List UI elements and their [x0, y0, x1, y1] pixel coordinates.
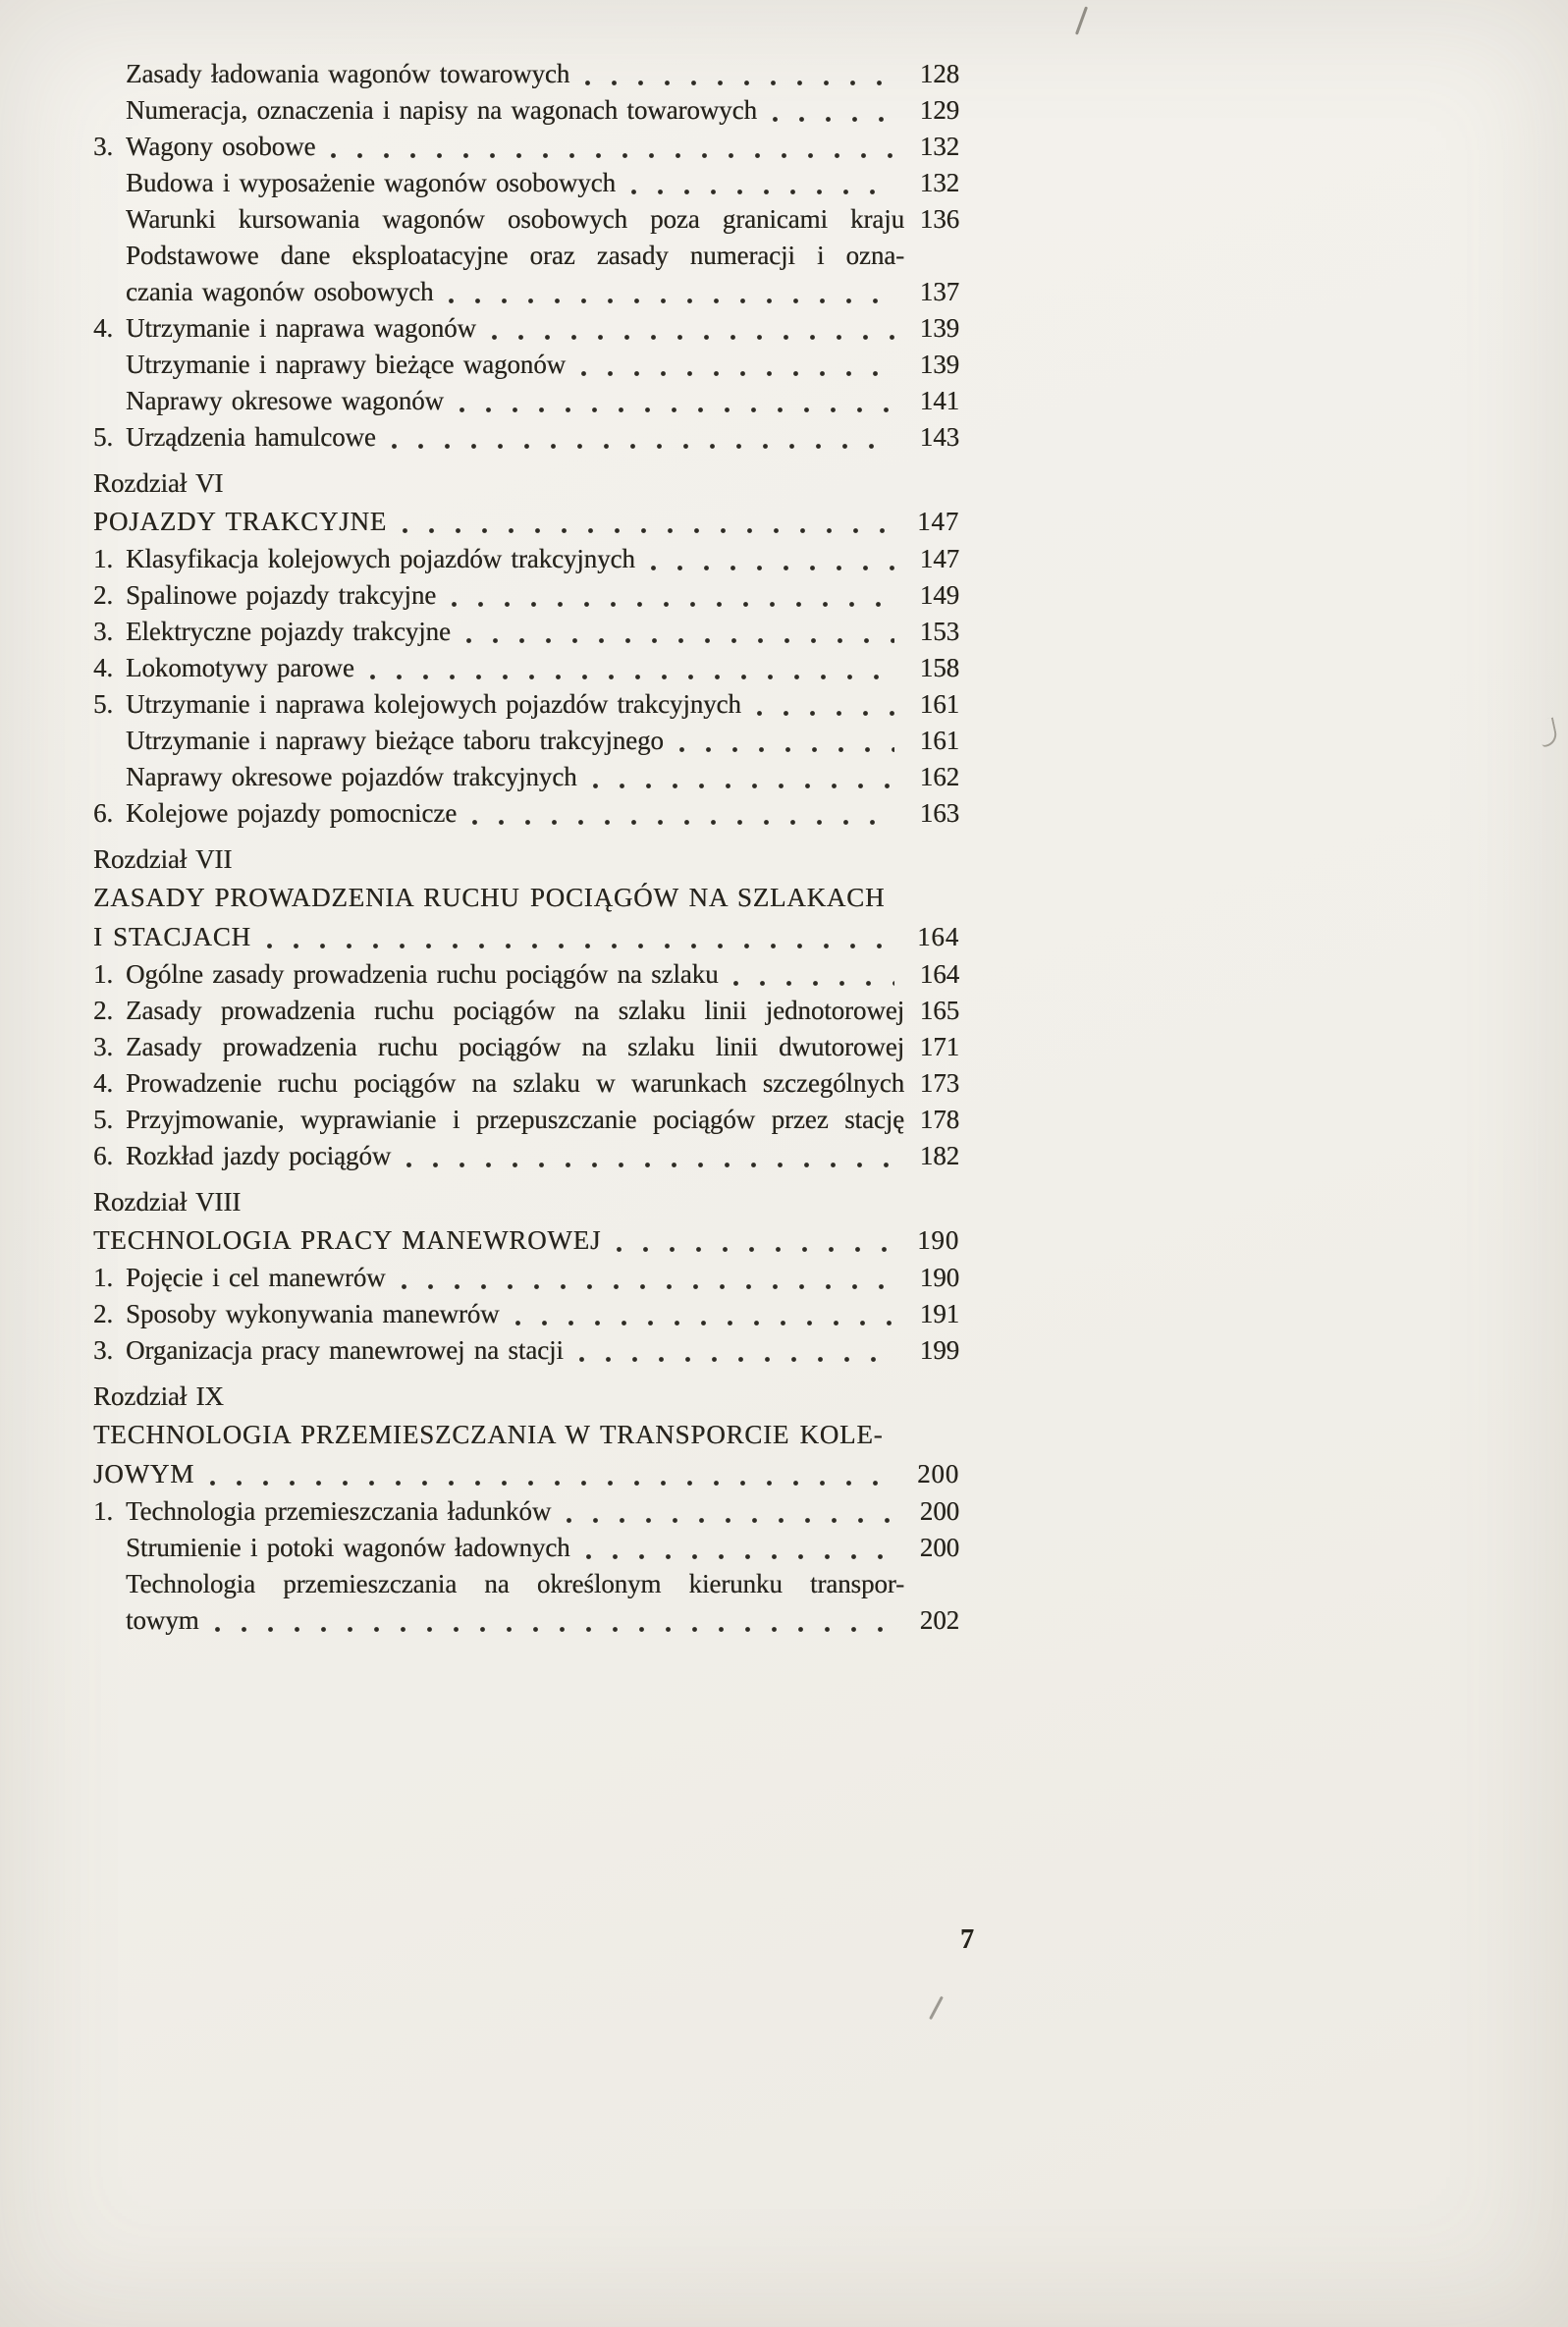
entry-number: 6.: [93, 1141, 114, 1170]
page-ref: 191: [919, 1299, 959, 1328]
page-ref: 137: [919, 277, 959, 306]
entry-text: Utrzymanie i naprawy bieżące taboru trakcyjnego: [126, 726, 664, 755]
scan-artifact: [929, 1996, 944, 2020]
dot-leader: [208, 1454, 894, 1493]
dot-leader: [771, 92, 894, 129]
toc-row: [93, 1530, 959, 1566]
toc-row: [93, 993, 959, 1029]
entry-text: towym: [126, 1605, 199, 1635]
page-ref: 161: [919, 689, 959, 719]
dot-leader: [447, 274, 894, 310]
entry-text: Budowa i wyposażenie wagonów osobowych: [126, 168, 616, 197]
entry-list: [93, 56, 959, 456]
entry-text: Technologia przemieszczania ładunków: [126, 1496, 552, 1526]
entry-text: Zasady prowadzenia ruchu pociągów na szlaku linii jednotorowej: [126, 996, 904, 1025]
entry-text: czania wagonów osobowych: [126, 277, 434, 306]
page-ref: 158: [919, 653, 959, 682]
toc: [93, 56, 959, 1639]
toc-row: [93, 1029, 959, 1065]
entry-text: POJAZDY TRAKCYJNE: [93, 507, 388, 536]
dot-leader: [464, 614, 894, 650]
page-ref: 149: [919, 580, 959, 610]
toc-row: [93, 238, 959, 274]
chapter-title: [93, 502, 959, 541]
entry-text: Spalinowe pojazdy trakcyjne: [126, 580, 437, 610]
entry-number: 1.: [93, 1496, 114, 1526]
entry-text: Rozkład jazdy pociągów: [126, 1141, 392, 1170]
entry-number: 3.: [93, 1335, 114, 1365]
entry-text: Technologia przemieszczania na określonym kierunku transpor-: [126, 1569, 904, 1598]
toc-row: [93, 1415, 959, 1454]
entry-text: Sposoby wykonywania manewrów: [126, 1299, 500, 1328]
toc-row: [93, 878, 959, 917]
page-ref: 173: [919, 1068, 959, 1098]
toc-row: [93, 1566, 959, 1602]
entry-text: TECHNOLOGIA PRACY MANEWROWEJ: [93, 1225, 602, 1255]
page-ref: 178: [919, 1105, 959, 1134]
dot-leader: [629, 165, 894, 201]
entry-text: Utrzymanie i naprawy bieżące wagonów: [126, 350, 567, 379]
page-ref: 143: [919, 422, 959, 452]
chapter-section: [93, 465, 959, 832]
toc-row: [93, 956, 959, 993]
chapter-title: [93, 1415, 959, 1493]
entry-number: [93, 92, 126, 129]
entry-number: 4.: [93, 313, 114, 343]
toc-row: [93, 577, 959, 614]
entry-number: [93, 759, 126, 795]
dot-leader: [329, 129, 894, 165]
entry-number: 4.: [93, 653, 114, 682]
page-ref: 139: [919, 313, 959, 343]
entry-number: 1.: [93, 1263, 114, 1292]
entry-list: [93, 541, 959, 832]
entry-text: ZASADY PROWADZENIA RUCHU POCIĄGÓW NA SZLAKACH: [93, 883, 886, 912]
entry-list: [93, 1260, 959, 1369]
entry-number: [93, 723, 126, 759]
page-ref: 202: [919, 1605, 959, 1635]
toc-row: [93, 1102, 959, 1138]
page-ref: 132: [919, 168, 959, 197]
page-ref: 153: [919, 617, 959, 646]
toc-row: [93, 274, 959, 310]
toc-row: [93, 383, 959, 419]
dot-leader: [458, 383, 894, 419]
entry-list: [93, 956, 959, 1174]
dot-leader: [584, 1530, 894, 1566]
entry-number: [93, 383, 126, 419]
dot-leader: [755, 686, 894, 723]
entry-text: Urządzenia hamulcowe: [126, 422, 376, 452]
page-ref: [908, 878, 963, 917]
dot-leader: [583, 56, 894, 92]
page-ref: [904, 238, 959, 274]
chapter-header-label: Rozdział IX: [93, 1381, 224, 1411]
toc-row: [93, 917, 959, 956]
dot-leader: [565, 1493, 894, 1530]
page-ref: 129: [919, 95, 959, 125]
toc-row: [93, 310, 959, 347]
entry-text: Utrzymanie i naprawa kolejowych pojazdów trakcyjnych: [126, 689, 741, 719]
page-ref: 128: [919, 59, 959, 88]
dot-leader: [265, 917, 894, 956]
dot-leader: [213, 1602, 894, 1639]
page-ref: 163: [919, 798, 959, 828]
toc-row: [93, 1602, 959, 1639]
entry-number: [93, 1530, 126, 1566]
entry-text: Strumienie i potoki wagonów ładownych: [126, 1533, 570, 1562]
toc-row: [93, 347, 959, 383]
entry-number: [93, 201, 126, 238]
dot-leader: [591, 759, 895, 795]
page-ref: 200: [917, 1459, 959, 1488]
entry-text: Lokomotywy parowe: [126, 653, 354, 682]
entry-number: [93, 347, 126, 383]
toc-row: [93, 1260, 959, 1296]
toc-row: [93, 1454, 959, 1493]
page-ref: 141: [919, 386, 959, 415]
dot-leader: [400, 1260, 894, 1296]
page-ref: 161: [919, 726, 959, 755]
dot-leader: [615, 1220, 894, 1260]
entry-number: 2.: [93, 1299, 114, 1328]
page-ref: 132: [919, 132, 959, 161]
dot-leader: [731, 956, 894, 993]
page-ref: [906, 1415, 961, 1454]
entry-number: [93, 274, 126, 310]
chapter-section: [93, 56, 959, 456]
entry-number: 2.: [93, 580, 114, 610]
page-ref: 164: [917, 922, 959, 951]
chapter-section: [93, 841, 959, 1174]
toc-row: [93, 723, 959, 759]
entry-number: 6.: [93, 798, 114, 828]
entry-number: 1.: [93, 544, 114, 573]
toc-row: [93, 129, 959, 165]
dot-leader: [490, 310, 894, 347]
page-ref: 139: [919, 350, 959, 379]
scan-artifact: [1537, 718, 1558, 748]
dot-leader: [405, 1138, 894, 1174]
dot-leader: [368, 650, 894, 686]
toc-row: [93, 1296, 959, 1332]
page-ref: 200: [919, 1496, 959, 1526]
toc-row: [93, 650, 959, 686]
dot-leader: [390, 419, 894, 456]
entry-number: 3.: [93, 1032, 114, 1061]
page-ref: [904, 1566, 959, 1602]
entry-number: 5.: [93, 422, 114, 452]
toc-row: [93, 502, 959, 541]
dot-leader: [577, 1332, 894, 1369]
chapter-header-label: Rozdział VIII: [93, 1187, 242, 1217]
toc-row: [93, 201, 959, 238]
dot-leader: [677, 723, 894, 759]
entry-text: Klasyfikacja kolejowych pojazdów trakcyjnych: [126, 544, 635, 573]
entry-text: Pojęcie i cel manewrów: [126, 1263, 386, 1292]
toc-row: [93, 92, 959, 129]
chapter-section: [93, 1379, 959, 1639]
entry-text: Utrzymanie i naprawa wagonów: [126, 313, 476, 343]
entry-number: 3.: [93, 132, 114, 161]
entry-text: Elektryczne pojazdy trakcyjne: [126, 617, 451, 646]
entry-number: 1.: [93, 959, 114, 989]
chapter-title: [93, 1220, 959, 1260]
entry-text: JOWYM: [93, 1459, 194, 1488]
chapter-title: [93, 878, 959, 956]
entry-text: Ogólne zasady prowadzenia ruchu pociągów na szlaku: [126, 959, 719, 989]
entry-number: [93, 165, 126, 201]
entry-text: Warunki kursowania wagonów osobowych poza granicami kraju: [126, 204, 904, 234]
dot-leader: [579, 347, 894, 383]
page-ref: 190: [917, 1225, 959, 1255]
toc-row: [93, 56, 959, 92]
entry-text: Zasady ładowania wagonów towarowych: [126, 59, 570, 88]
entry-text: Przyjmowanie, wyprawianie i przepuszczanie pociągów przez stację: [126, 1105, 904, 1134]
dot-leader: [401, 502, 894, 541]
entry-number: [93, 1602, 126, 1639]
dot-leader: [470, 795, 894, 832]
dot-leader: [514, 1296, 894, 1332]
page-ref: 162: [919, 762, 959, 791]
chapter-header-label: Rozdział VII: [93, 844, 233, 874]
entry-text: Zasady prowadzenia ruchu pociągów na szlaku linii dwutorowej: [126, 1032, 904, 1061]
toc-row: [93, 1138, 959, 1174]
toc-row: [93, 1493, 959, 1530]
toc-row: [93, 759, 959, 795]
toc-row: [93, 165, 959, 201]
page-ref: 182: [919, 1141, 959, 1170]
page-ref: 200: [919, 1533, 959, 1562]
entry-number: 5.: [93, 689, 114, 719]
entry-number: 2.: [93, 996, 114, 1025]
chapter-header-label: Rozdział VI: [93, 468, 224, 498]
entry-number: 3.: [93, 617, 114, 646]
entry-text: Podstawowe dane eksploatacyjne oraz zasady numeracji i ozna-: [126, 241, 904, 270]
dot-leader: [450, 577, 894, 614]
page-ref: 136: [919, 204, 959, 234]
scan-artifact: [1075, 6, 1088, 34]
entry-text: Numeracja, oznaczenia i napisy na wagonach towarowych: [126, 95, 757, 125]
entry-text: Naprawy okresowe wagonów: [126, 386, 444, 415]
entry-number: 5.: [93, 1105, 114, 1134]
toc-row: [93, 1332, 959, 1369]
page-ref: 147: [917, 507, 959, 536]
page-ref: 190: [919, 1263, 959, 1292]
entry-number: [93, 1566, 126, 1602]
entry-number: [93, 56, 126, 92]
chapter-section: [93, 1184, 959, 1369]
page-ref: 199: [919, 1335, 959, 1365]
entry-text: I STACJACH: [93, 922, 251, 951]
entry-number: [93, 238, 126, 274]
toc-row: [93, 614, 959, 650]
entry-text: Organizacja pracy manewrowej na stacji: [126, 1335, 564, 1365]
entry-text: Kolejowe pojazdy pomocnicze: [126, 798, 458, 828]
entry-number: 4.: [93, 1068, 114, 1098]
entry-text: Wagony osobowe: [126, 132, 316, 161]
toc-row: [93, 1065, 959, 1102]
entry-list: [93, 1493, 959, 1639]
dot-leader: [649, 541, 894, 577]
toc-row: [93, 541, 959, 577]
page-ref: 165: [919, 996, 959, 1025]
toc-row: [93, 1220, 959, 1260]
toc-row: [93, 795, 959, 832]
page-ref: 147: [919, 544, 959, 573]
toc-row: [93, 686, 959, 723]
page-ref: 171: [919, 1032, 959, 1061]
page-ref: 164: [919, 959, 959, 989]
entry-text: TECHNOLOGIA PRZEMIESZCZANIA W TRANSPORCIE KOLE-: [93, 1420, 884, 1449]
entry-text: Naprawy okresowe pojazdów trakcyjnych: [126, 762, 577, 791]
entry-text: Prowadzenie ruchu pociągów na szlaku w warunkach szczególnych: [126, 1068, 904, 1098]
page-number: 7: [960, 1924, 974, 1955]
toc-row: [93, 419, 959, 456]
